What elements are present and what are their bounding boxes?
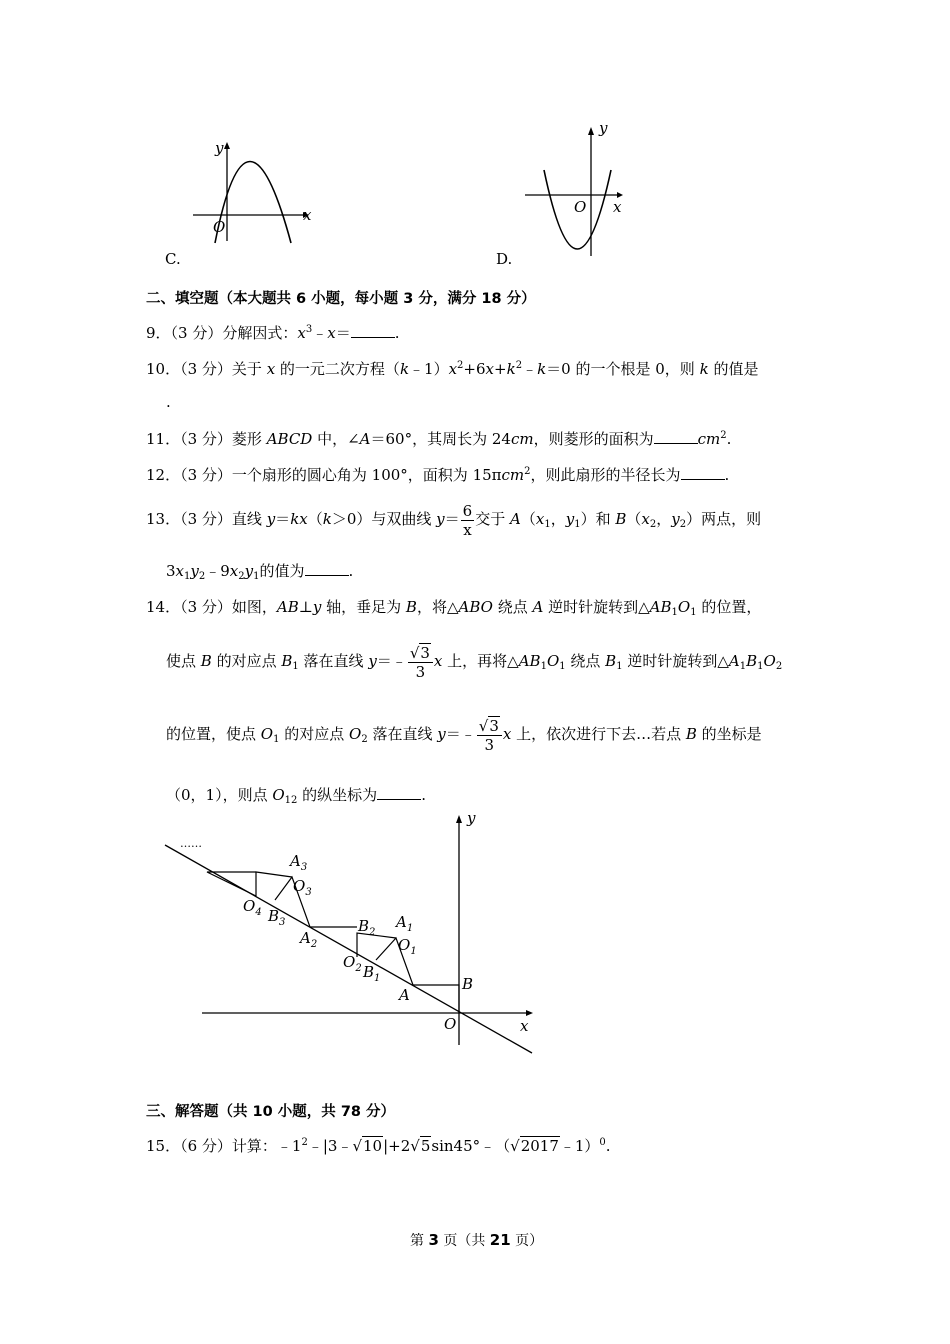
fig-label-b: B [462, 975, 474, 993]
fig-line-y-neg-sqrt3-over-3-x [165, 845, 532, 1053]
question-12: 12．（3 分）一个扇形的圆心角为 100°，面积为 15πcm$^2$，则此扇形的半径长为 . [146, 466, 730, 484]
fig-label-o2: $O_2$ [343, 953, 362, 974]
fraction-sqrt3-over-3: $\frac{√3}{3}$ [408, 644, 433, 681]
option-c-label: C. [165, 250, 181, 268]
graph-d-y-label: y [599, 119, 608, 137]
fraction-6-over-x: $\frac{6}{x}$ [462, 501, 473, 539]
graph-c-origin: O [213, 218, 226, 236]
graph-d-origin: O [574, 198, 587, 216]
graph-c [185, 135, 325, 245]
fig-y-arrow [456, 815, 462, 823]
question-14-line-4: （0，1），则点 $O_{12}$ 的纵坐标为 . [166, 786, 426, 806]
fig-continuation-dots: …… [180, 837, 202, 850]
answer-blank [681, 467, 725, 480]
question-13: 13．（3 分）直线 y＝kx（k＞0）与双曲线 y＝ $\frac{6}{x}$ 交于 $A(x_1$，$y_1$）和 $B(x_2$，$y_2$）两点，则 [146, 501, 762, 539]
fig-label-b3: $B_3$ [268, 907, 286, 928]
fig-label-o1: $O_1$ [398, 936, 417, 957]
question-11: 11．（3 分）菱形 ABCD 中，∠A＝60°，其周长为 24cm，则菱形的面积为 $cm^2$. [146, 430, 732, 448]
question-14-line-3: 的位置，使点 $O_1$ 的对应点 $O_2$ 落在直线 y＝﹣ $\frac{√3}{3}$ x 上，依次进行下去…若点 B 的坐标是 [166, 716, 762, 754]
graph-d-y-arrow [588, 127, 594, 135]
graph-d [515, 118, 640, 258]
fig-label-a1: $A_1$ [396, 913, 414, 934]
fraction-sqrt3-over-3: $\frac{√3}{3}$ [477, 717, 502, 754]
fig-label-a3: $A_3$ [290, 852, 308, 873]
section-3-title: 三、解答题（共 10 小题，共 78 分） [146, 1104, 396, 1120]
graph-c-y-label: y [215, 139, 224, 157]
answer-blank [305, 563, 349, 576]
answer-blank [654, 431, 698, 444]
fig-label-b2: $B_2$ [358, 917, 376, 938]
fig-label-o: O [444, 1015, 457, 1033]
question-9: 9．（3 分）分解因式：$x^3﹣x=$ . [146, 324, 400, 342]
answer-blank [351, 325, 395, 338]
answer-blank [377, 787, 421, 800]
option-d-label: D. [496, 250, 513, 268]
fig-label-o4: $O_4$ [243, 897, 262, 918]
fig-label-o3: $O_3$ [293, 877, 312, 898]
fig-label-x: x [520, 1017, 529, 1035]
question-13-line-2: $3x_1y_2﹣9x_2y_1$的值为 . [166, 562, 354, 582]
question-10: 10．（3 分）关于 x 的一元二次方程$(k﹣1)x^2+6x+k^2﹣k=0$ 的一个根是 0，则 k 的值是 [146, 360, 759, 378]
figure-14 [150, 805, 550, 1055]
graph-d-x-label: x [613, 198, 622, 216]
graph-c-x-label: x [303, 206, 312, 224]
page-footer: 第 3 页（共 21 页） [410, 1231, 544, 1249]
fig-label-a: A [399, 986, 410, 1004]
section-2-title: 二、填空题（本大题共 6 小题，每小题 3 分，满分 18 分） [146, 291, 536, 307]
graph-c-y-arrow [224, 142, 230, 149]
fig-x-arrow [526, 1010, 533, 1016]
question-15: 15．（6 分）计算：$﹣1^2﹣|3﹣√10|+2√5\sin 45^\circ﹣(√2017﹣1)^0$. [146, 1137, 611, 1155]
question-14-line-1: 14．（3 分）如图，AB⊥y 轴，垂足为 B，将△ABO 绕点 A 逆时针旋转到$\triangle AB_1O_1$ 的位置， [146, 598, 762, 618]
fig-label-b1: $B_1$ [363, 963, 381, 984]
fig-label-a2: $A_2$ [300, 929, 318, 950]
question-14-line-2: 使点 B 的对应点 $B_1$ 落在直线 y＝﹣ $\frac{√3}{3}$ x 上，再将$\triangle AB_1O_1$ 绕点 $B_1$ 逆时针旋转到$\triangle A_1B_1O_2$ [166, 643, 783, 681]
fig-label-y: y [467, 809, 476, 827]
question-10-line-2: . [166, 393, 171, 411]
